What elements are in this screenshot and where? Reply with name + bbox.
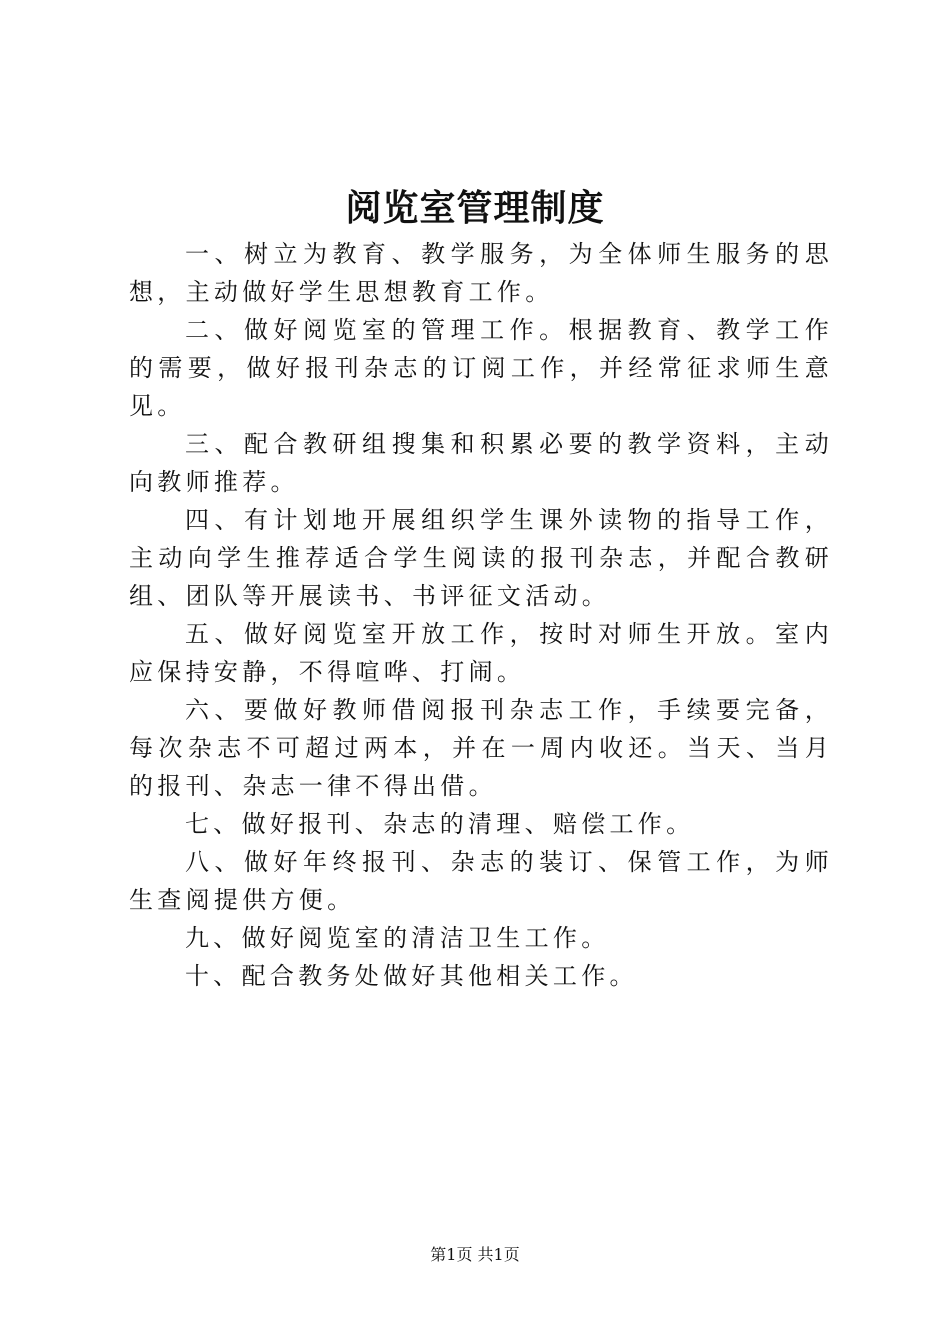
document-body [129,235,833,995]
paragraph-9: 九、做好阅览室的清洁卫生工作。 [185,924,610,952]
paragraph-10: 十、配合教务处做好其他相关工作。 [185,962,638,990]
document-title: 阅览室管理制度 [345,187,605,229]
paragraph-4: 四、有计划地开展组织学生课外读物的指导工作，主动向学生推荐适合学生阅读的报刊杂志，并配合教研组、团队等开展读书、书评征文活动。 [129,506,833,610]
paragraph-6: 六、要做好教师借阅报刊杂志工作，手续要完备，每次杂志不可超过两本，并在一周内收还。当天、当月的报刊、杂志一律不得出借。 [129,696,833,800]
paragraph-5: 五、做好阅览室开放工作，按时对师生开放。室内应保持安静，不得喧哗、打闹。 [129,620,833,686]
paragraph-3: 三、配合教研组搜集和积累必要的教学资料，主动向教师推荐。 [129,430,833,496]
paragraph-2: 二、做好阅览室的管理工作。根据教育、教学工作的需要，做好报刊杂志的订阅工作，并经常征求师生意见。 [129,316,833,420]
page-footer: 第1页 共1页 [430,1245,520,1264]
paragraph-8: 八、做好年终报刊、杂志的装订、保管工作，为师生查阅提供方便。 [129,848,833,914]
paragraph-1: 一、树立为教育、教学服务，为全体师生服务的思想，主动做好学生思想教育工作。 [129,240,833,306]
paragraph-7: 七、做好报刊、杂志的清理、赔偿工作。 [185,810,695,838]
